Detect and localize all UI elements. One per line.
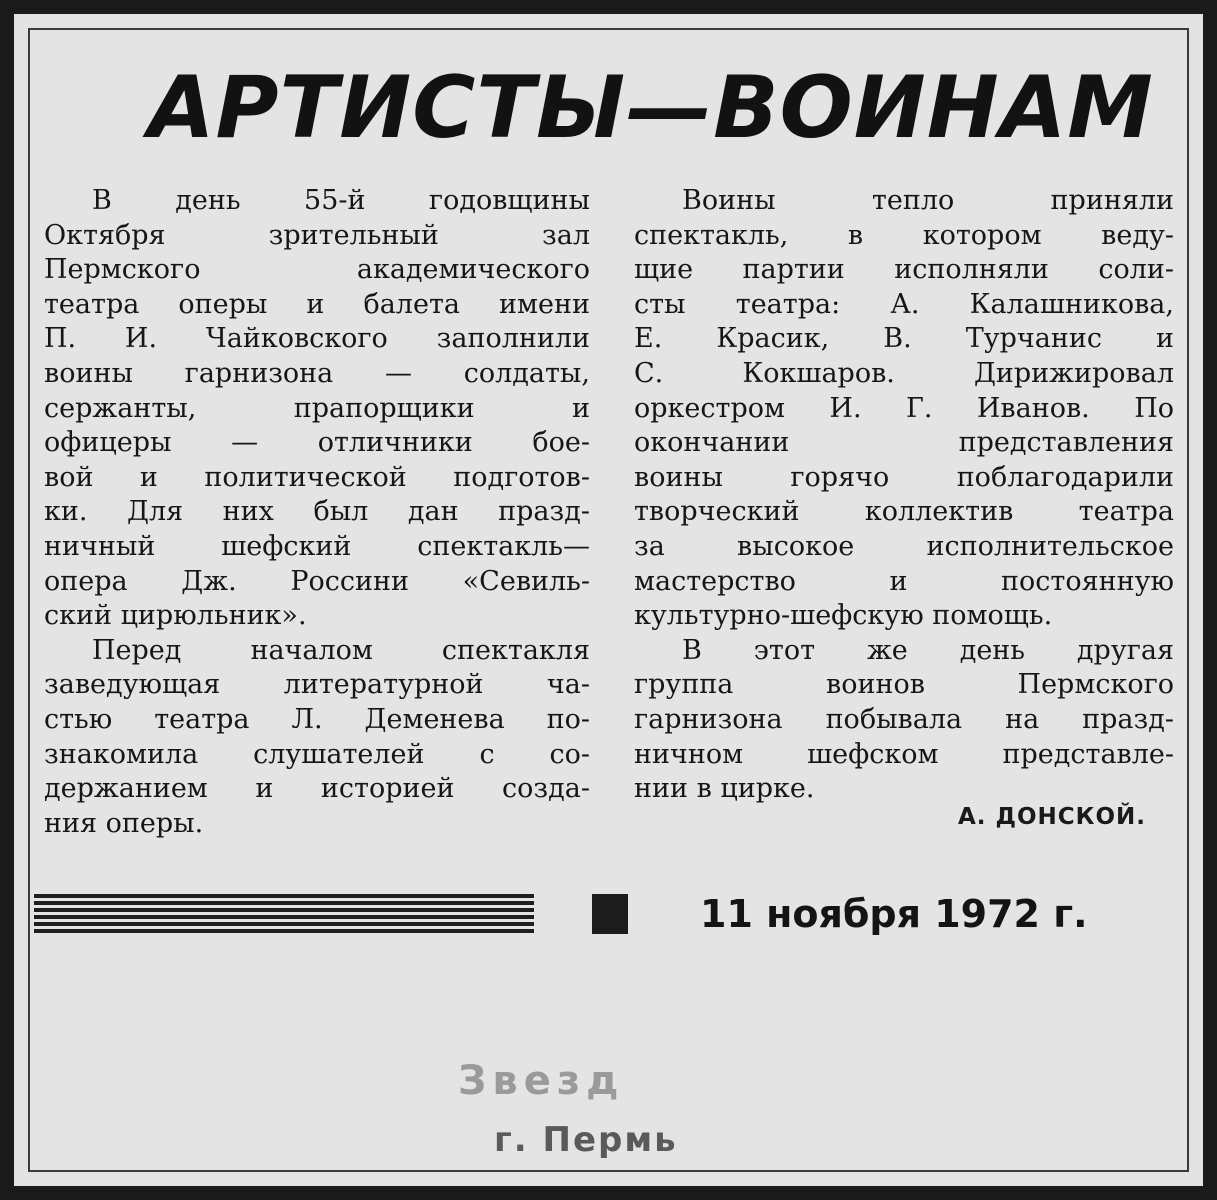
rule-line [34, 908, 534, 912]
text-line: оркестром И. Г. Иванов. По [634, 392, 1174, 424]
rule-line [34, 894, 534, 898]
rule-line [34, 929, 534, 933]
text-line: П. И. Чайковского заполнили [44, 323, 590, 355]
text-line: вой и политической подготов- [44, 461, 590, 493]
rule-line [34, 915, 534, 919]
article-right-column [634, 184, 1174, 807]
article-byline: А. ДОНСКОЙ. [957, 804, 1146, 830]
date-marker-square [592, 894, 628, 934]
text-line: сержанты, прапорщики и [44, 392, 590, 424]
text-line: за высокое исполнительское [634, 530, 1174, 562]
text-line: сты театра: А. Калашникова, [634, 288, 1174, 320]
text-line: творческий коллектив театра [634, 496, 1174, 528]
text-line: Октября зрительный зал [44, 219, 590, 251]
text-line: спектакль, в котором веду- [634, 219, 1174, 251]
text-line: Перед началом спектакля [92, 634, 590, 666]
text-line: Пермского академического [44, 254, 590, 286]
text-line: нии в цирке. [634, 773, 815, 805]
text-line: театра оперы и балета имени [44, 288, 590, 320]
text-line: ский цирюльник». [44, 600, 307, 632]
text-line: офицеры — отличники бое- [44, 427, 590, 459]
text-line: держанием и историей созда- [44, 773, 590, 805]
article-left-column [44, 184, 590, 841]
text-line: опера Дж. Россини «Севиль- [44, 565, 590, 597]
newspaper-stamp-city: г. Пермь [494, 1120, 678, 1160]
text-line: окончании представления [634, 427, 1174, 459]
rule-line [34, 901, 534, 905]
text-line: воины гарнизона — солдаты, [44, 357, 590, 389]
text-line: воины горячо поблагодарили [634, 461, 1174, 493]
rule-line [34, 922, 534, 926]
text-line: ничном шефском представле- [634, 738, 1174, 770]
text-line: ничный шефский спектакль— [44, 530, 590, 562]
text-line: ки. Для них был дан празд- [44, 496, 590, 528]
newspaper-stamp-name: Звезд [458, 1058, 625, 1104]
text-line: С. Кокшаров. Дирижировал [634, 357, 1174, 389]
text-line: мастерство и постоянную [634, 565, 1174, 597]
text-line: знакомила слушателей с со- [44, 738, 590, 770]
decorative-rules [34, 894, 534, 936]
text-line: заведующая литературной ча- [44, 669, 590, 701]
text-line: щие партии исполняли соли- [634, 254, 1174, 286]
text-line: В этот же день другая [682, 634, 1174, 666]
text-line: Е. Красик, В. Турчанис и [634, 323, 1174, 355]
text-line: гарнизона побывала на празд- [634, 703, 1174, 735]
publication-date: 11 ноября 1972 г. [700, 892, 1088, 936]
text-line: культурно-шефскую помощь. [634, 600, 1053, 632]
text-line: Воины тепло приняли [682, 185, 1174, 216]
text-line: стью театра Л. Деменева по- [44, 703, 590, 735]
text-line: ния оперы. [44, 807, 204, 839]
text-line: В день 55-й годовщины [92, 185, 590, 216]
article-headline: АРТИСТЫ—ВОИНАМ [148, 58, 1154, 158]
text-line: группа воинов Пермского [634, 669, 1174, 701]
